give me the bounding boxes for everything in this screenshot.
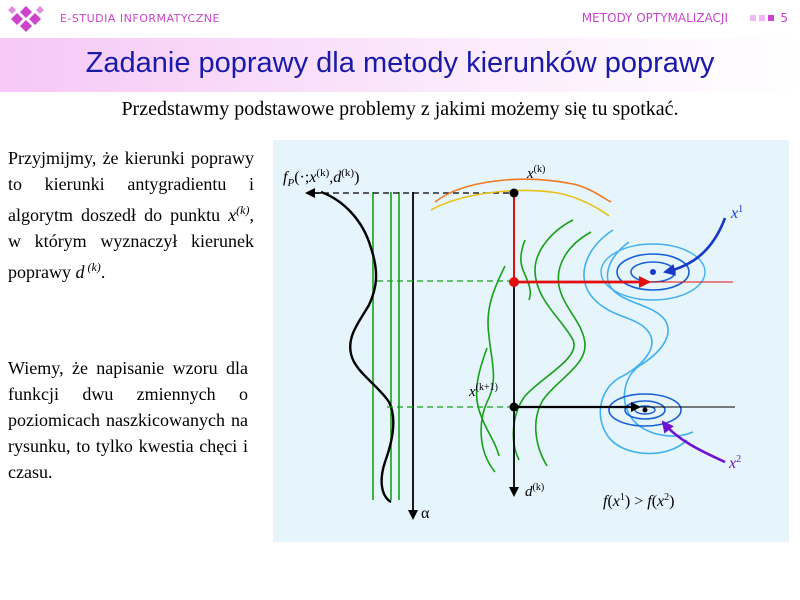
- page-number: 5: [780, 11, 788, 25]
- slide-subtitle: Przedstawmy podstawowe problemy z jakimi możemy się tu spotkać.: [121, 98, 679, 120]
- point-red: [509, 277, 519, 287]
- var-x-superscript: (k): [236, 203, 250, 217]
- point-xk: [510, 189, 519, 198]
- paragraph-intro: [8, 145, 254, 285]
- progress-squares: [750, 15, 774, 21]
- xk1-label: $x^{(k+1)}$: [469, 382, 498, 400]
- grid-diamond-logo-icon: [6, 4, 46, 34]
- fp-label: $f_P(\cdot;x^{(k)},d^{(k)})$: [283, 167, 360, 189]
- green-contour: [536, 232, 591, 466]
- slide-header: [0, 0, 800, 40]
- slide-title: Zadanie poprawy dla metody kierunków poprawy: [85, 47, 715, 79]
- inequality-label: $f(x^1) > f(x^2)$: [603, 492, 675, 510]
- progress-square: [750, 15, 756, 21]
- brand-name: E-STUDIA INFORMATYCZNE: [60, 12, 220, 25]
- paragraph-text: , w którym wyznaczył kierunek poprawy: [8, 205, 254, 282]
- point-x1: [650, 269, 656, 275]
- progress-square: [759, 15, 765, 21]
- var-d: d: [75, 262, 85, 282]
- var-x: x: [228, 205, 237, 225]
- section-name: METODY OPTYMALIZACJI: [581, 11, 728, 25]
- point-x2: [643, 408, 648, 413]
- point-xk1: [510, 403, 519, 412]
- progress-square-active: [768, 15, 774, 21]
- dk-label: $d^{(k)}$: [525, 482, 545, 500]
- fp-curve: [321, 192, 393, 502]
- contour-diagram: [273, 140, 789, 542]
- paragraph-contours: Wiemy, że napisanie wzoru dla funkcji dwu zmiennych o poziomicach naszkicowanych na rysunku, to tylko kwestia chęci i czasu.: [8, 358, 248, 482]
- var-d-superscript: (k): [84, 260, 101, 274]
- x2-label: $x^2$: [729, 454, 742, 472]
- alpha-label: α: [421, 505, 430, 522]
- x1-pointer-arrow: [665, 218, 725, 272]
- x2-pointer-arrow: [663, 422, 725, 462]
- paragraph-text: .: [100, 262, 106, 282]
- x1-label: $x^1$: [731, 204, 744, 222]
- green-contour: [521, 240, 530, 300]
- yellow-contour: [431, 191, 609, 216]
- paragraph-text: Przyjmijmy, że kierunki poprawy to kierunki antygradientu i algorytm doszedł do punktu: [8, 148, 254, 225]
- xk-label: $x^{(k)}$: [527, 164, 546, 182]
